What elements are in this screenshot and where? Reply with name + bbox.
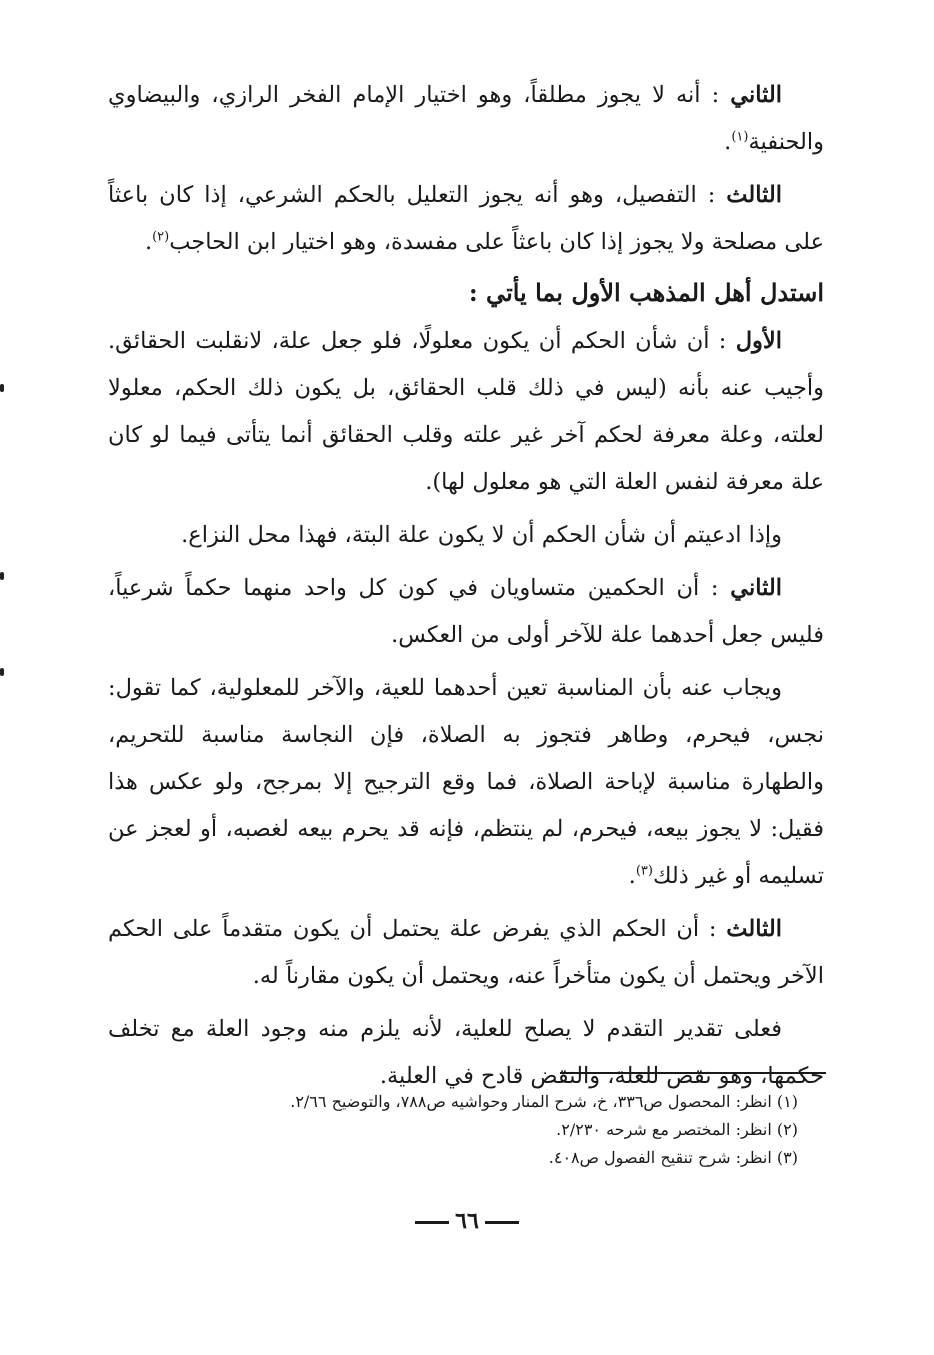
paragraph-text: : أنه لا يجوز مطلقاً، وهو اختيار الإمام الفخر الرازي، والبيضاوي والحنفية <box>108 82 824 155</box>
footnote-2: (٢) انظر: المختصر مع شرحه ٢/٢٣٠. <box>556 1120 798 1139</box>
paragraph-text: ويجاب عنه بأن المناسبة تعين أحدهما للعية، والآخر للمعلولية، كما تقول: نجس، فيحرم، وطاهر فتجوز به الصلاة، فإن النجاسة مناسبة للتحريم، والطهارة مناسبة لإباحة الصلاة، فما وقع الترجيح إلا بمرجح، ولو عكس هذا فقيل: لا يجوز بيعه، فيحرم، لم ينتظم، فإنه قد يحرم بيعه لغصبه، أو لعجز عن تسليمه أو غير ذلك <box>108 675 824 889</box>
paragraph-tail: . <box>144 229 153 255</box>
paragraph-lead: الثاني <box>730 575 782 601</box>
paragraph-text: : أن الحكمين متساويان في كون كل واحد منهما حكماً شرعياً، فليس جعل أحدهما علة للآخر أولى من العكس. <box>108 575 824 648</box>
paragraph-reply <box>108 665 824 900</box>
scan-edge-mark <box>0 668 4 676</box>
paragraph-lead: الثاني <box>730 82 782 108</box>
paragraph-second-argument <box>108 565 824 659</box>
paragraph-text: : أن الحكم الذي يفرض علة يحتمل أن يكون متقدماً على الحكم الآخر ويحتمل أن يكون متأخراً عنه، ويحتمل أن يكون مقارناً له. <box>108 916 824 989</box>
page-number <box>0 1208 934 1234</box>
paragraph-lead: الأول <box>735 328 782 354</box>
paragraph-lead: الثالث <box>726 916 782 942</box>
footnote-marker: (١) <box>731 129 749 145</box>
paragraph-third-opinion <box>108 172 824 266</box>
paragraph-conclusion: فعلى تقدير التقدم لا يصلح للعلية، لأنه يلزم منه وجود العلة مع تخلف حكمها، وهو نقض للعلة، والنقض قادح في العلية. <box>108 1016 824 1089</box>
footnote-marker: (٢) <box>152 229 170 245</box>
paragraph-third-argument <box>108 906 824 1000</box>
paragraph-second-opinion <box>108 72 824 166</box>
document-body <box>108 72 824 1100</box>
paragraph-tail: . <box>724 129 732 155</box>
footnote-divider <box>560 1072 826 1074</box>
footnote-marker: (٣) <box>635 863 653 879</box>
paragraph-text: : أن شأن الحكم أن يكون معلولًا، فلو جعل علة، لانقلبت الحقائق. وأجيب عنه بأنه (ليس في ذلك قلب الحقائق، بل يكون ذلك الحكم، معلولا لعلته، وعلة معرفة لحكم آخر غير علته وقلب الحقائق أنما يتأتى فيما لو كان علة معرفة لنفس العلة التي هو معلول لها). <box>108 328 824 495</box>
paragraph-lead: الثالث <box>726 182 782 208</box>
scan-edge-mark <box>0 572 4 580</box>
scan-edge-mark <box>0 384 4 392</box>
paragraph-first-argument <box>108 318 824 506</box>
page-number-text: ٦٦ <box>455 1208 479 1234</box>
paragraph-claim-response: وإذا ادعيتم أن شأن الحكم أن لا يكون علة البتة، فهذا محل النزاع. <box>181 522 782 548</box>
paragraph-text: : التفصيل، وهو أنه يجوز التعليل بالحكم الشرعي، إذا كان باعثاً على مصلحة ولا يجوز إذا كان باعثاً على مفسدة، وهو اختيار ابن الحاجب <box>108 182 824 255</box>
section-heading: استدل أهل المذهب الأول بما يأتي : <box>468 278 824 307</box>
footnotes <box>200 1088 798 1172</box>
footnote-3: (٣) انظر: شرح تنقيح الفصول ص٤٠٨. <box>548 1148 798 1167</box>
footnote-1: (١) انظر: المحصول ص٣٣٦، خ، شرح المنار وحواشيه ص٧٨٨، والتوضيح ٢/٦٦. <box>290 1092 798 1111</box>
folio-dash <box>485 1221 519 1224</box>
paragraph-tail: . <box>628 863 636 889</box>
folio-dash <box>415 1221 449 1224</box>
